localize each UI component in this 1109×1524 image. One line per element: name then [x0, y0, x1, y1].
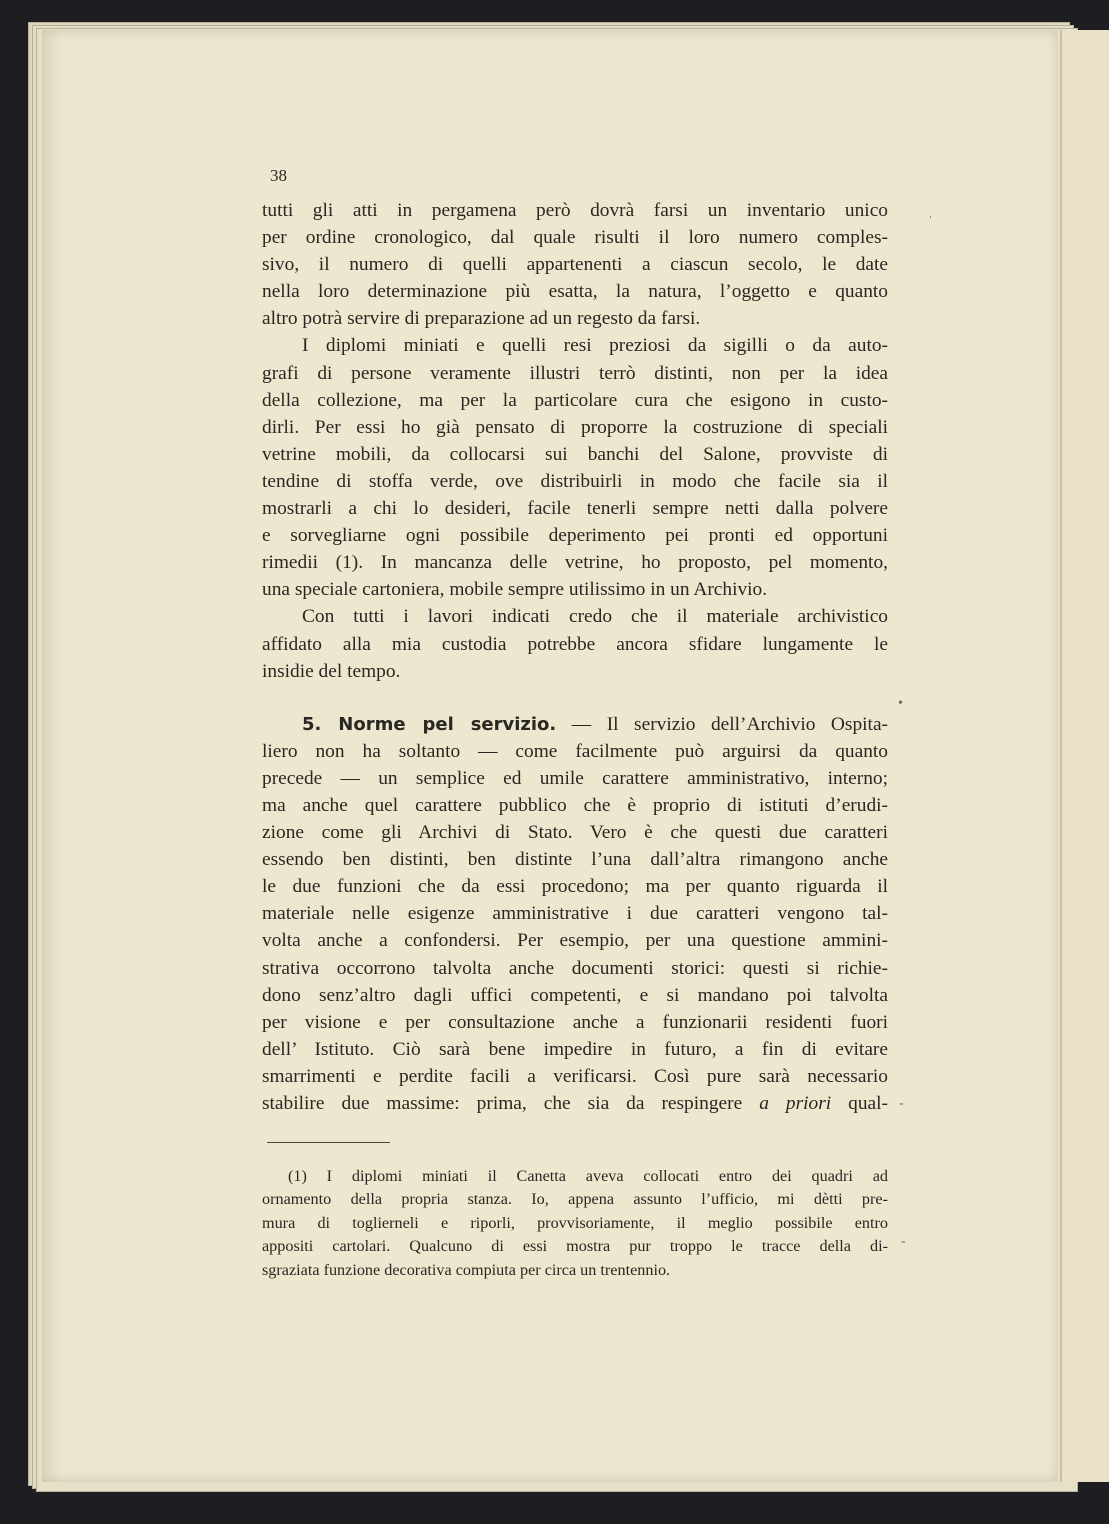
text-line: vetrine mobili, da collocarsi sui banchi del Salone, provviste di: [262, 443, 888, 465]
text-line: della collezione, ma per la particolare cura che esigono in custo-: [262, 389, 888, 411]
text-line: tendine di stoffa verde, ove distribuirli in modo che facile sia il: [262, 470, 888, 492]
text-line: volta anche a confondersi. Per esempio, per una questione ammini-: [262, 930, 888, 952]
footnote-line: mura di toglierneli e riporli, provvisoriamente, il meglio possibile entro: [262, 1213, 888, 1232]
section-gap: [262, 685, 888, 711]
text-line: nella loro determinazione più esatta, la natura, l’oggetto e quanto: [262, 281, 888, 303]
section-paragraph: [262, 711, 888, 1117]
text-line: liero non ha soltanto — come facilmente può arguirsi da quanto: [262, 740, 888, 762]
text-line: e sorvegliarne ogni possibile deperimento pei pronti ed opportuni: [262, 525, 888, 547]
footnote: [262, 1165, 888, 1282]
text-line: mostrarli a chi lo desideri, facile tenerli sempre netti dalla polvere: [262, 498, 888, 520]
paragraph: [262, 332, 888, 603]
section-heading: 5. Norme pel servizio.: [302, 713, 557, 735]
margin-tick-mark: -: [899, 1096, 904, 1111]
text-line: altro potrà servire di preparazione ad un regesto da farsi.: [262, 308, 701, 330]
text-line: dirli. Per essi ho già pensato di proporre la costruzione di speciali: [262, 416, 888, 438]
text-line: zione come gli Archivi di Stato. Vero è che questi due caratteri: [262, 822, 888, 844]
text-fragment: stabilire due massime: prima, che sia da respingere: [262, 1093, 760, 1114]
facing-page-edge: [1060, 30, 1109, 1482]
text-line: dell’ Istituto. Ciò sarà bene impedire in futuro, a fin di evitare: [262, 1038, 888, 1060]
text-line: materiale nelle esigenze amministrative i due caratteri vengono tal-: [262, 903, 888, 925]
margin-tick-mark: -: [901, 1234, 906, 1249]
margin-tick-mark: ˌ: [928, 204, 933, 219]
text-line: [262, 711, 888, 738]
paragraph: [262, 197, 888, 332]
paragraph: [262, 603, 888, 684]
margin-dot-mark: •: [898, 696, 903, 711]
text-line: dono senz’altro dagli uffici competenti, e si mandano poi talvolta: [262, 984, 888, 1006]
page-number: 38: [270, 166, 287, 185]
text-line: tutti gli atti in pergamena però dovrà farsi un inventario unico: [262, 200, 888, 221]
text-line: strativa occorrono talvolta anche documenti storici: questi si richie-: [262, 957, 888, 979]
text-line: essendo ben distinti, ben distinte l’una dall’altra rimangono anche: [262, 849, 888, 871]
text-line: ma anche quel carattere pubblico che è proprio di istituti d’erudi-: [262, 794, 888, 816]
text-line: per ordine cronologico, dal quale risulti il loro numero comples-: [262, 227, 888, 249]
text-line: I diplomi miniati e quelli resi preziosi da sigilli o da auto-: [302, 335, 888, 357]
text-line: rimedii (1). In mancanza delle vetrine, ho proposto, pel momento,: [262, 552, 888, 574]
text-line: [262, 1090, 888, 1117]
footnote-line: ornamento della propria stanza. Io, appena assunto l’ufficio, mi dètti pre-: [262, 1190, 888, 1209]
text-fragment: qual-: [831, 1093, 888, 1114]
text-line: per visione e per consultazione anche a funzionarii residenti fuori: [262, 1011, 888, 1033]
text-line: smarrimenti e perdite facili a verificarsi. Così pure sarà necessario: [262, 1065, 888, 1087]
footnote-rule: [267, 1142, 390, 1143]
text-line: grafi di persone veramente illustri terrò distinti, non per la idea: [262, 362, 888, 384]
text-line: le due funzioni che da essi procedono; ma per quanto riguarda il: [262, 876, 888, 898]
footnote-line: appositi cartolari. Qualcuno di essi mostra pur troppo le tracce della di-: [262, 1237, 888, 1256]
text-line: insidie del tempo.: [262, 660, 401, 682]
footnote-line: sgraziata funzione decorativa compiuta per circa un trentennio.: [262, 1260, 671, 1279]
text-line: affidato alla mia custodia potrebbe ancora sfidare lungamente le: [262, 633, 888, 655]
italic-term: a priori: [759, 1093, 832, 1114]
text-line: sivo, il numero di quelli appartenenti a ciascun secolo, le date: [262, 254, 888, 276]
footnote-line: (1) I diplomi miniati il Canetta aveva collocati entro dei quadri ad: [288, 1167, 888, 1185]
body-text: [262, 197, 888, 1117]
text-line: una speciale cartoniera, mobile sempre utilissimo in un Archivio.: [262, 579, 768, 601]
text-line: Con tutti i lavori indicati credo che il materiale archivistico: [302, 606, 888, 628]
section-first-line: — Il servizio dell’Archivio Ospita-: [556, 713, 889, 735]
text-line: precede — un semplice ed umile carattere amministrativo, interno;: [262, 767, 888, 789]
